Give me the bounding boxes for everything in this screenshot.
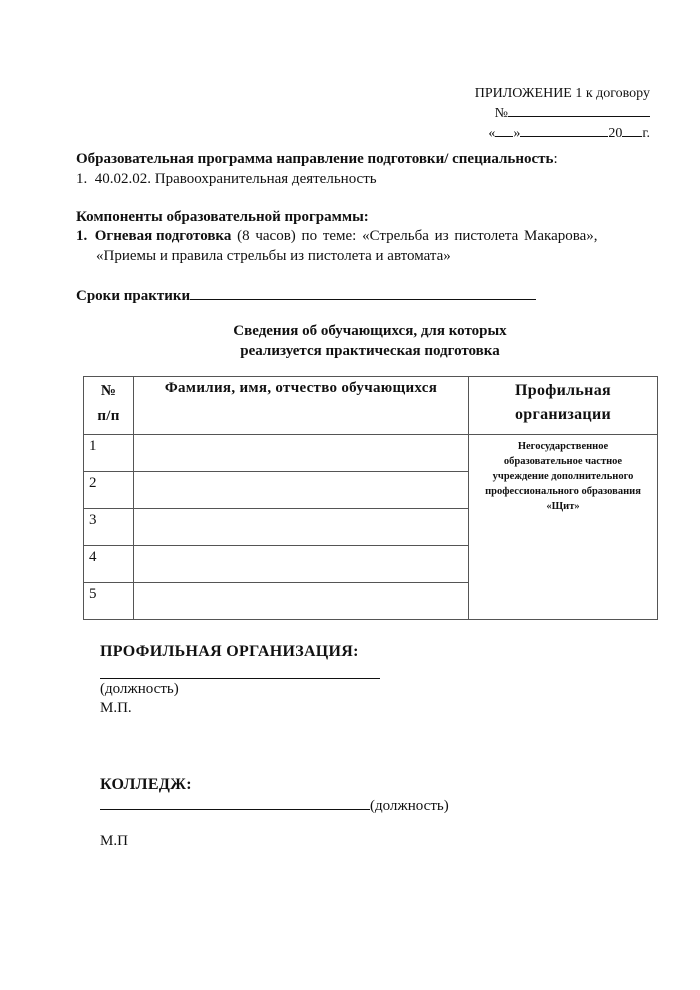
row-number: 3 <box>84 509 134 546</box>
row-number: 2 <box>84 472 134 509</box>
organization-cell: Негосударственное образовательное частное учреждение дополнительного профессионального образования «Щит» <box>469 435 658 620</box>
table-header-row <box>84 377 658 435</box>
appendix-title: ПРИЛОЖЕНИЕ 1 к договору <box>474 86 650 101</box>
student-name-cell[interactable] <box>134 583 469 620</box>
header-full-name: Фамилия, имя, отчество обучающихся <box>134 377 469 435</box>
header-profile-organization: Профильная организации <box>469 377 658 435</box>
contract-date-line: « » 20 г. <box>475 123 650 143</box>
table-row <box>84 435 658 472</box>
students-table <box>83 376 658 620</box>
college-signature-field[interactable] <box>100 795 370 810</box>
component-item-continuation: «Приемы и правила стрельбы из пистолета и автомата» <box>96 248 451 264</box>
college-heading: КОЛЛЕДЖ: <box>100 776 192 793</box>
profile-org-position-label: (должность) <box>100 681 179 697</box>
profile-org-heading: ПРОФИЛЬНАЯ ОРГАНИЗАЦИЯ: <box>100 643 359 660</box>
contract-number-field[interactable] <box>508 103 650 117</box>
college-signature-line: (должность) <box>100 795 449 815</box>
components-heading: Компоненты образовательной программы: <box>76 209 369 225</box>
appendix-header <box>475 84 650 143</box>
students-section-title: Сведения об обучающихся, для которых реализуется практическая подготовка <box>233 323 507 359</box>
practice-period-field[interactable] <box>190 286 536 300</box>
contract-month-field[interactable] <box>520 123 608 137</box>
component-item: 1. Огневая подготовка (8 часов) по теме: «Стрельба из пистолета Макарова», <box>76 228 598 244</box>
profile-org-signature-field[interactable] <box>100 666 380 679</box>
profile-org-stamp-label: М.П. <box>100 700 132 716</box>
college-stamp-label: М.П <box>100 833 128 849</box>
student-name-cell[interactable] <box>134 509 469 546</box>
student-name-cell[interactable] <box>134 546 469 583</box>
student-name-cell[interactable] <box>134 472 469 509</box>
program-item: 1. 40.02.02. Правоохранительная деятельность <box>76 171 377 187</box>
row-number: 4 <box>84 546 134 583</box>
contract-year-field[interactable] <box>622 123 642 137</box>
row-number: 1 <box>84 435 134 472</box>
program-heading: Образовательная программа направление подготовки/ специальность: <box>76 151 558 167</box>
student-name-cell[interactable] <box>134 435 469 472</box>
contract-day-field[interactable] <box>495 123 513 137</box>
row-number: 5 <box>84 583 134 620</box>
header-number: № п/п <box>84 377 134 435</box>
practice-period: Сроки практики <box>76 286 536 305</box>
contract-number-line: № <box>475 103 650 123</box>
